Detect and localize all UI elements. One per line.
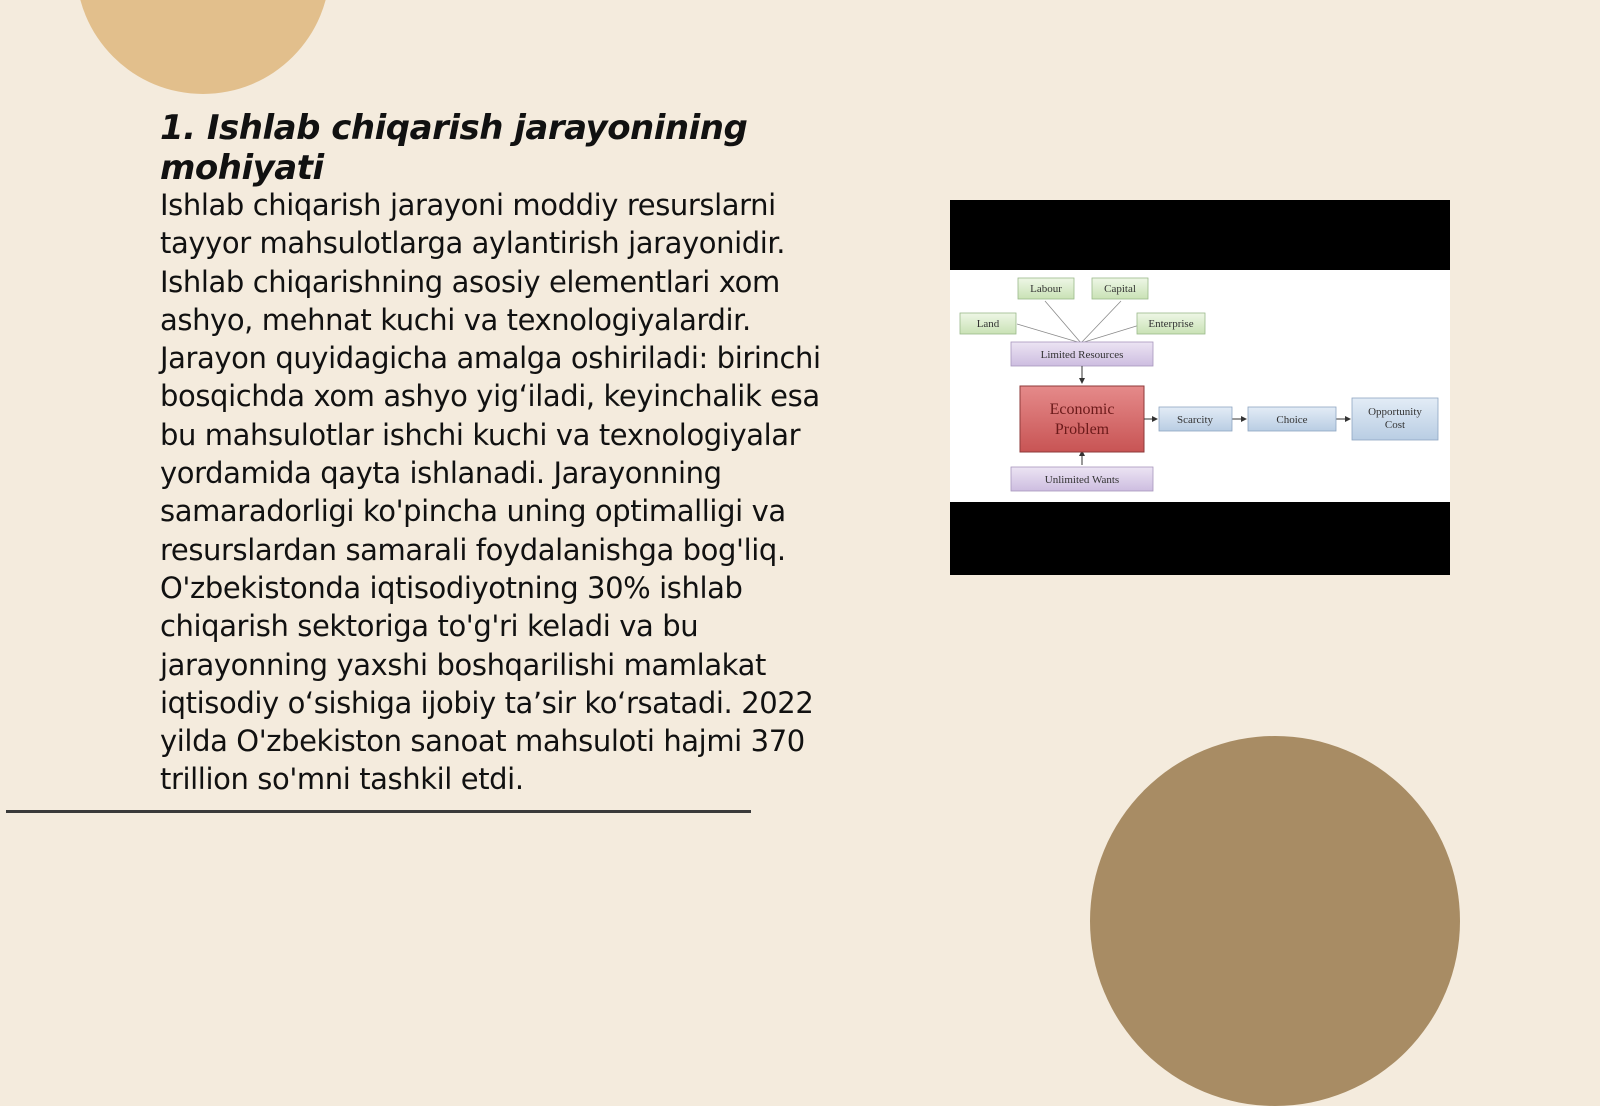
scarcity-box — [1159, 407, 1232, 431]
slide-title: 1. Ishlab chiqarish jarayonining mohiyati — [160, 108, 748, 188]
limited-resources-label: Limited Resources — [1040, 349, 1124, 361]
economic-problem-diagram — [950, 270, 1450, 502]
enterprise-box — [1137, 313, 1205, 334]
economic-problem-line2: Problem — [1054, 421, 1110, 438]
economic-problem-line1: Economic — [1049, 401, 1115, 418]
opportunity-cost-line2: Cost — [1384, 419, 1406, 431]
capital-label: Capital — [1104, 283, 1136, 295]
opportunity-cost-box — [1352, 398, 1438, 440]
labour-box — [1018, 278, 1074, 299]
labour-label: Labour — [1030, 283, 1062, 295]
choice-label: Choice — [1276, 414, 1308, 426]
divider-line — [6, 810, 751, 813]
unlimited-wants-box — [1011, 467, 1153, 491]
choice-box — [1248, 407, 1336, 431]
diagram-svg — [950, 270, 1450, 502]
decorative-circle-bottom — [1090, 736, 1460, 1106]
land-label: Land — [976, 318, 1000, 330]
diagram-image-frame — [950, 200, 1450, 575]
factor-connectors — [1017, 301, 1143, 343]
decorative-circle-top — [76, 0, 330, 94]
opportunity-cost-line1: Opportunity — [1368, 406, 1422, 418]
enterprise-label: Enterprise — [1148, 318, 1194, 330]
land-box — [960, 313, 1016, 334]
unlimited-wants-label: Unlimited Wants — [1044, 474, 1120, 486]
scarcity-label: Scarcity — [1176, 414, 1214, 426]
economic-problem-box — [1020, 386, 1144, 452]
slide-body-text: Ishlab chiqarish jarayoni moddiy resurslarni tayyor mahsulotlarga aylantirish jarayonidir. Ishlab chiqarishning asosiy elementlari xom ashyo, mehnat kuchi va texnologiyalardir. Jarayon quyidagicha amalga oshiriladi: birinchi bosqichda xom ashyo yig‘iladi, keyinchalik esa bu mahsulotlar ishchi kuchi va texnologiyalar yordamida qayta ishlanadi. Jarayonning samaradorligi ko'pincha uning optimalligi va resurslardan samarali foydalanishga bog'liq. O'zbekistonda iqtisodiyotning 30% ishlab chiqarish sektoriga to'g'ri keladi va bu jarayonning yaxshi boshqarilishi mamlakat iqtisodiy o‘sishiga ijobiy ta’sir ko‘rsatadi. 2022 yilda O'zbekiston sanoat mahsuloti hajmi 370 trillion so'mni tashkil etdi. — [160, 188, 821, 797]
limited-resources-box — [1011, 342, 1153, 366]
capital-box — [1092, 278, 1148, 299]
